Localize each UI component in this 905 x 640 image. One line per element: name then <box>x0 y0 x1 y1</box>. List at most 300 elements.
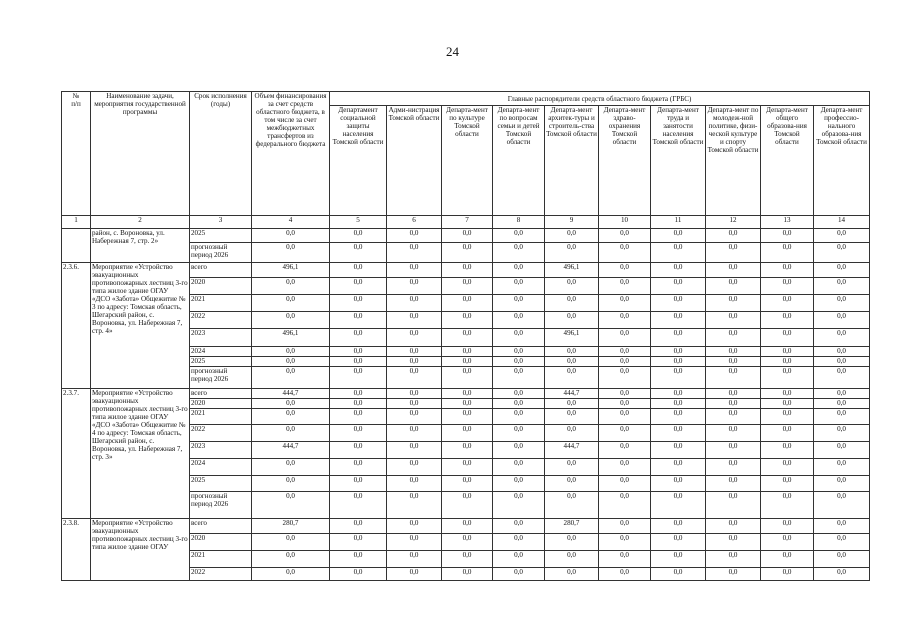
column-number: 9 <box>545 216 599 229</box>
department-value-cell: 0,0 <box>599 329 651 347</box>
header-department: Департа-мент архитек-туры и строитель-ства Томской области <box>545 106 599 216</box>
header-department: Департа-мент по культуре Томской области <box>442 106 493 216</box>
header-department: Департа-мент общего образова-ния Томской области <box>761 106 814 216</box>
department-value-cell: 0,0 <box>387 278 442 295</box>
department-value-cell: 0,0 <box>706 243 761 263</box>
department-value-cell: 0,0 <box>493 367 545 389</box>
department-value-cell: 0,0 <box>330 568 387 581</box>
header-department: Департа-мент труда и занятости населения Томской области <box>651 106 706 216</box>
total-value-cell: 444,7 <box>252 389 330 399</box>
department-value-cell: 0,0 <box>651 399 706 409</box>
department-value-cell: 0,0 <box>330 347 387 357</box>
department-value-cell: 0,0 <box>706 389 761 399</box>
department-value-cell: 0,0 <box>442 399 493 409</box>
department-value-cell: 0,0 <box>706 229 761 243</box>
department-value-cell: 0,0 <box>599 229 651 243</box>
department-value-cell: 0,0 <box>599 568 651 581</box>
department-value-cell: 0,0 <box>651 263 706 278</box>
department-value-cell: 0,0 <box>387 357 442 367</box>
column-number: 10 <box>599 216 651 229</box>
total-value-cell: 0,0 <box>252 534 330 551</box>
department-value-cell: 0,0 <box>599 243 651 263</box>
department-value-cell: 0,0 <box>387 389 442 399</box>
department-value-cell: 0,0 <box>442 409 493 425</box>
department-value-cell: 0,0 <box>330 551 387 568</box>
department-value-cell: 0,0 <box>761 389 814 399</box>
department-value-cell: 0,0 <box>387 295 442 312</box>
department-value-cell: 0,0 <box>330 425 387 442</box>
department-value-cell: 0,0 <box>814 312 870 329</box>
total-value-cell: 0,0 <box>252 409 330 425</box>
department-value-cell: 0,0 <box>442 367 493 389</box>
department-value-cell: 0,0 <box>442 263 493 278</box>
period-cell: 2024 <box>190 347 252 357</box>
department-value-cell: 0,0 <box>387 399 442 409</box>
table-body <box>62 229 870 581</box>
header-num: № п/п <box>62 92 91 216</box>
column-number-row <box>62 216 870 229</box>
period-cell: 2021 <box>190 409 252 425</box>
department-value-cell: 0,0 <box>387 329 442 347</box>
department-value-cell: 0,0 <box>599 492 651 519</box>
column-number: 7 <box>442 216 493 229</box>
department-value-cell: 0,0 <box>814 229 870 243</box>
department-value-cell: 0,0 <box>545 229 599 243</box>
department-value-cell: 0,0 <box>651 243 706 263</box>
department-value-cell: 0,0 <box>814 243 870 263</box>
header-grbs: Главные распорядители средств областного бюджета (ГРБС) <box>330 92 870 106</box>
department-value-cell: 0,0 <box>493 459 545 476</box>
department-value-cell: 0,0 <box>651 442 706 459</box>
department-value-cell: 0,0 <box>814 425 870 442</box>
column-number: 5 <box>330 216 387 229</box>
department-value-cell: 0,0 <box>814 295 870 312</box>
department-value-cell: 0,0 <box>442 519 493 534</box>
period-cell: всего <box>190 389 252 399</box>
department-value-cell: 0,0 <box>599 312 651 329</box>
department-value-cell: 0,0 <box>651 459 706 476</box>
department-value-cell: 0,0 <box>599 425 651 442</box>
department-value-cell: 0,0 <box>599 347 651 357</box>
department-value-cell: 0,0 <box>442 229 493 243</box>
department-value-cell: 0,0 <box>599 357 651 367</box>
department-value-cell: 0,0 <box>330 476 387 492</box>
department-value-cell: 0,0 <box>651 476 706 492</box>
department-value-cell: 0,0 <box>387 263 442 278</box>
period-cell: 2021 <box>190 295 252 312</box>
department-value-cell: 0,0 <box>387 229 442 243</box>
department-value-cell: 0,0 <box>761 347 814 357</box>
department-value-cell: 0,0 <box>545 459 599 476</box>
header-volume: Объем финансирования за счет средств областного бюджета, в том числе за счет межбюджетных трансфертов из федерального бюджета <box>252 92 330 216</box>
department-value-cell: 0,0 <box>330 312 387 329</box>
department-value-cell: 0,0 <box>761 568 814 581</box>
total-value-cell: 0,0 <box>252 312 330 329</box>
department-value-cell: 0,0 <box>387 243 442 263</box>
department-value-cell: 0,0 <box>599 476 651 492</box>
period-cell: прогнозный период 2026 <box>190 492 252 519</box>
department-value-cell: 0,0 <box>599 263 651 278</box>
department-value-cell: 0,0 <box>761 243 814 263</box>
department-value-cell: 0,0 <box>651 389 706 399</box>
department-value-cell: 0,0 <box>387 476 442 492</box>
total-value-cell: 496,1 <box>252 263 330 278</box>
total-value-cell: 280,7 <box>252 519 330 534</box>
department-value-cell: 0,0 <box>599 534 651 551</box>
department-value-cell: 0,0 <box>706 295 761 312</box>
department-value-cell: 0,0 <box>545 295 599 312</box>
department-value-cell: 0,0 <box>706 409 761 425</box>
department-value-cell: 0,0 <box>814 459 870 476</box>
total-value-cell: 0,0 <box>252 425 330 442</box>
department-value-cell: 0,0 <box>442 459 493 476</box>
total-value-cell: 496,1 <box>252 329 330 347</box>
department-value-cell: 0,0 <box>599 399 651 409</box>
department-value-cell: 0,0 <box>599 442 651 459</box>
department-value-cell: 0,0 <box>761 459 814 476</box>
department-value-cell: 0,0 <box>493 568 545 581</box>
period-cell: 2022 <box>190 568 252 581</box>
department-value-cell: 0,0 <box>545 551 599 568</box>
department-value-cell: 0,0 <box>814 568 870 581</box>
header-department: Департа-мент профессио-нального образова-ния Томской области <box>814 106 870 216</box>
department-value-cell: 0,0 <box>814 399 870 409</box>
total-value-cell: 0,0 <box>252 492 330 519</box>
department-value-cell: 0,0 <box>442 312 493 329</box>
department-value-cell: 0,0 <box>545 568 599 581</box>
department-value-cell: 0,0 <box>814 551 870 568</box>
total-value-cell: 0,0 <box>252 367 330 389</box>
department-value-cell: 0,0 <box>545 492 599 519</box>
department-value-cell: 0,0 <box>651 534 706 551</box>
column-number: 13 <box>761 216 814 229</box>
total-value-cell: 444,7 <box>252 442 330 459</box>
period-cell: 2025 <box>190 229 252 243</box>
department-value-cell: 0,0 <box>442 534 493 551</box>
column-number: 4 <box>252 216 330 229</box>
department-value-cell: 0,0 <box>761 312 814 329</box>
department-value-cell: 0,0 <box>330 459 387 476</box>
department-value-cell: 0,0 <box>330 409 387 425</box>
department-value-cell: 0,0 <box>761 492 814 519</box>
item-code <box>62 229 91 263</box>
department-value-cell: 0,0 <box>599 459 651 476</box>
period-cell: 2024 <box>190 459 252 476</box>
column-number: 8 <box>493 216 545 229</box>
department-value-cell: 0,0 <box>442 243 493 263</box>
department-value-cell: 0,0 <box>493 492 545 519</box>
department-value-cell: 0,0 <box>330 442 387 459</box>
department-value-cell: 0,0 <box>493 442 545 459</box>
department-value-cell: 0,0 <box>814 442 870 459</box>
department-value-cell: 0,0 <box>651 357 706 367</box>
department-value-cell: 0,0 <box>761 229 814 243</box>
department-value-cell: 0,0 <box>545 476 599 492</box>
department-value-cell: 0,0 <box>706 357 761 367</box>
period-cell: 2022 <box>190 425 252 442</box>
department-value-cell: 0,0 <box>493 229 545 243</box>
department-value-cell: 0,0 <box>651 329 706 347</box>
department-value-cell: 0,0 <box>330 519 387 534</box>
department-value-cell: 0,0 <box>651 347 706 357</box>
department-value-cell: 0,0 <box>545 347 599 357</box>
department-value-cell: 0,0 <box>706 329 761 347</box>
department-value-cell: 0,0 <box>706 425 761 442</box>
department-value-cell: 0,0 <box>814 492 870 519</box>
column-number: 14 <box>814 216 870 229</box>
department-value-cell: 0,0 <box>814 389 870 399</box>
department-value-cell: 0,0 <box>706 347 761 357</box>
department-value-cell: 0,0 <box>493 519 545 534</box>
item-code: 2.3.7. <box>62 389 91 519</box>
department-value-cell: 0,0 <box>493 551 545 568</box>
department-value-cell: 0,0 <box>493 357 545 367</box>
item-name: Мероприятие «Устройство эвакуационных противопожарных лестниц 3-го типа жилое здание ОГАУ «ДСО «Забота» Общежитие № 4 по адресу: Томская область, Шегарский район, с. Вороновка, ул. Набережная 7, стр. 3» <box>91 389 190 519</box>
total-value-cell: 0,0 <box>252 568 330 581</box>
department-value-cell: 0,0 <box>761 409 814 425</box>
department-value-cell: 0,0 <box>761 357 814 367</box>
period-cell: прогнозный период 2026 <box>190 367 252 389</box>
department-value-cell: 0,0 <box>330 399 387 409</box>
header-department: Департа-мент по молодеж-ной политике, физи-ческой культуре и спорту Томской области <box>706 106 761 216</box>
department-value-cell: 0,0 <box>706 278 761 295</box>
period-cell: 2020 <box>190 534 252 551</box>
department-value-cell: 0,0 <box>493 409 545 425</box>
department-value-cell: 0,0 <box>814 367 870 389</box>
department-value-cell: 0,0 <box>651 551 706 568</box>
department-value-cell: 0,0 <box>330 229 387 243</box>
total-value-cell: 0,0 <box>252 278 330 295</box>
column-number: 12 <box>706 216 761 229</box>
header-department: Адми-нистрация Томской области <box>387 106 442 216</box>
department-value-cell: 0,0 <box>761 519 814 534</box>
department-value-cell: 0,0 <box>545 357 599 367</box>
column-number: 6 <box>387 216 442 229</box>
department-value-cell: 0,0 <box>493 312 545 329</box>
period-cell: 2021 <box>190 551 252 568</box>
department-value-cell: 0,0 <box>545 278 599 295</box>
item-code: 2.3.8. <box>62 519 91 581</box>
item-name: Мероприятие «Устройство эвакуационных противопожарных лестниц 3-го типа жилое здание ОГАУ «ДСО «Забота» Общежитие № 3 по адресу: Томская область, Шегарский район, с. Вороновка, ул. Набережная 7, стр. 4» <box>91 263 190 389</box>
department-value-cell: 0,0 <box>387 568 442 581</box>
header-department: Департа-мент по вопросам семьи и детей Томской области <box>493 106 545 216</box>
department-value-cell: 0,0 <box>330 367 387 389</box>
department-value-cell: 0,0 <box>599 551 651 568</box>
department-value-cell: 0,0 <box>761 263 814 278</box>
department-value-cell: 0,0 <box>706 476 761 492</box>
department-value-cell: 0,0 <box>651 295 706 312</box>
department-value-cell: 0,0 <box>651 409 706 425</box>
department-value-cell: 0,0 <box>706 492 761 519</box>
department-value-cell: 0,0 <box>706 442 761 459</box>
department-value-cell: 0,0 <box>706 459 761 476</box>
department-value-cell: 0,0 <box>442 476 493 492</box>
period-cell: 2023 <box>190 442 252 459</box>
department-value-cell: 0,0 <box>493 278 545 295</box>
total-value-cell: 0,0 <box>252 551 330 568</box>
department-value-cell: 0,0 <box>761 367 814 389</box>
department-value-cell: 0,0 <box>442 278 493 295</box>
period-cell: всего <box>190 263 252 278</box>
department-value-cell: 0,0 <box>330 263 387 278</box>
total-value-cell: 0,0 <box>252 476 330 492</box>
department-value-cell: 0,0 <box>651 425 706 442</box>
department-value-cell: 0,0 <box>545 367 599 389</box>
department-value-cell: 0,0 <box>599 519 651 534</box>
department-value-cell: 0,0 <box>651 519 706 534</box>
column-number: 2 <box>91 216 190 229</box>
period-cell: 2023 <box>190 329 252 347</box>
department-value-cell: 0,0 <box>493 295 545 312</box>
department-value-cell: 0,0 <box>706 568 761 581</box>
department-value-cell: 0,0 <box>599 389 651 399</box>
department-value-cell: 0,0 <box>814 519 870 534</box>
department-value-cell: 0,0 <box>330 278 387 295</box>
total-value-cell: 0,0 <box>252 357 330 367</box>
department-value-cell: 0,0 <box>493 476 545 492</box>
department-value-cell: 0,0 <box>814 409 870 425</box>
period-cell: всего <box>190 519 252 534</box>
department-value-cell: 0,0 <box>651 229 706 243</box>
department-value-cell: 0,0 <box>493 347 545 357</box>
department-value-cell: 0,0 <box>814 476 870 492</box>
department-value-cell: 0,0 <box>814 347 870 357</box>
department-value-cell: 0,0 <box>442 389 493 399</box>
header-term: Срок исполнения (годы) <box>190 92 252 216</box>
header-name: Наименование задачи, мероприятия государственной программы <box>91 92 190 216</box>
column-number: 1 <box>62 216 91 229</box>
department-value-cell: 0,0 <box>387 347 442 357</box>
period-cell: 2020 <box>190 399 252 409</box>
department-value-cell: 0,0 <box>387 442 442 459</box>
department-value-cell: 0,0 <box>387 492 442 519</box>
department-value-cell: 0,0 <box>442 357 493 367</box>
department-value-cell: 0,0 <box>442 442 493 459</box>
department-value-cell: 0,0 <box>814 263 870 278</box>
header-department: Департа-мент здраво-охранения Томской области <box>599 106 651 216</box>
department-value-cell: 0,0 <box>545 399 599 409</box>
period-cell: 2025 <box>190 357 252 367</box>
table-row <box>62 229 870 243</box>
period-cell: 2025 <box>190 476 252 492</box>
item-code: 2.3.6. <box>62 263 91 389</box>
department-value-cell: 0,0 <box>387 551 442 568</box>
department-value-cell: 0,0 <box>387 312 442 329</box>
department-value-cell: 0,0 <box>387 367 442 389</box>
department-value-cell: 0,0 <box>706 263 761 278</box>
department-value-cell: 0,0 <box>761 295 814 312</box>
department-value-cell: 0,0 <box>599 295 651 312</box>
page-number: 24 <box>446 44 459 59</box>
department-value-cell: 0,0 <box>651 568 706 581</box>
table-row <box>62 263 870 278</box>
department-value-cell: 0,0 <box>387 519 442 534</box>
department-value-cell: 0,0 <box>706 399 761 409</box>
department-value-cell: 0,0 <box>442 492 493 519</box>
department-value-cell: 0,0 <box>493 263 545 278</box>
department-value-cell: 0,0 <box>330 329 387 347</box>
department-value-cell: 0,0 <box>651 367 706 389</box>
department-value-cell: 0,0 <box>761 329 814 347</box>
department-value-cell: 0,0 <box>706 367 761 389</box>
department-value-cell: 0,0 <box>330 534 387 551</box>
department-value-cell: 0,0 <box>493 329 545 347</box>
total-value-cell: 0,0 <box>252 399 330 409</box>
column-number: 3 <box>190 216 252 229</box>
department-value-cell: 280,7 <box>545 519 599 534</box>
department-value-cell: 0,0 <box>330 295 387 312</box>
period-cell: прогнозный период 2026 <box>190 243 252 263</box>
department-value-cell: 0,0 <box>651 278 706 295</box>
department-value-cell: 0,0 <box>493 243 545 263</box>
department-value-cell: 0,0 <box>706 534 761 551</box>
department-value-cell: 0,0 <box>706 312 761 329</box>
department-value-cell: 0,0 <box>814 534 870 551</box>
department-value-cell: 0,0 <box>493 399 545 409</box>
department-value-cell: 0,0 <box>651 492 706 519</box>
department-value-cell: 0,0 <box>545 243 599 263</box>
department-value-cell: 0,0 <box>651 312 706 329</box>
total-value-cell: 0,0 <box>252 229 330 243</box>
department-value-cell: 0,0 <box>706 519 761 534</box>
department-value-cell: 0,0 <box>493 389 545 399</box>
department-value-cell: 496,1 <box>545 263 599 278</box>
total-value-cell: 0,0 <box>252 459 330 476</box>
department-value-cell: 0,0 <box>761 278 814 295</box>
department-value-cell: 0,0 <box>706 551 761 568</box>
item-name: Мероприятие «Устройство эвакуационных противопожарных лестниц 3-го типа жилое здание ОГАУ <box>91 519 190 581</box>
department-value-cell: 0,0 <box>814 329 870 347</box>
table-row <box>62 519 870 534</box>
department-value-cell: 0,0 <box>545 534 599 551</box>
department-value-cell: 0,0 <box>442 551 493 568</box>
total-value-cell: 0,0 <box>252 295 330 312</box>
department-value-cell: 0,0 <box>814 278 870 295</box>
financing-table <box>61 91 870 581</box>
column-number: 11 <box>651 216 706 229</box>
department-value-cell: 496,1 <box>545 329 599 347</box>
department-value-cell: 0,0 <box>761 425 814 442</box>
department-value-cell: 0,0 <box>599 278 651 295</box>
department-value-cell: 0,0 <box>330 389 387 399</box>
total-value-cell: 0,0 <box>252 347 330 357</box>
department-value-cell: 0,0 <box>493 534 545 551</box>
department-value-cell: 0,0 <box>761 476 814 492</box>
department-value-cell: 0,0 <box>387 425 442 442</box>
header-department: Департамент социальной защиты населения Томской области <box>330 106 387 216</box>
department-value-cell: 0,0 <box>330 243 387 263</box>
period-cell: 2022 <box>190 312 252 329</box>
table-row <box>62 389 870 399</box>
department-value-cell: 0,0 <box>545 409 599 425</box>
period-cell: 2020 <box>190 278 252 295</box>
department-value-cell: 0,0 <box>442 295 493 312</box>
department-value-cell: 0,0 <box>493 425 545 442</box>
department-value-cell: 0,0 <box>761 551 814 568</box>
department-value-cell: 0,0 <box>761 399 814 409</box>
department-value-cell: 0,0 <box>330 357 387 367</box>
item-name: район, с. Вороновка, ул. Набережная 7, стр. 2» <box>91 229 190 263</box>
department-value-cell: 0,0 <box>599 409 651 425</box>
total-value-cell: 0,0 <box>252 243 330 263</box>
department-value-cell: 0,0 <box>442 329 493 347</box>
department-value-cell: 0,0 <box>442 347 493 357</box>
department-value-cell: 0,0 <box>330 492 387 519</box>
department-value-cell: 0,0 <box>599 367 651 389</box>
department-value-cell: 0,0 <box>545 312 599 329</box>
department-value-cell: 0,0 <box>545 425 599 442</box>
department-value-cell: 0,0 <box>442 568 493 581</box>
